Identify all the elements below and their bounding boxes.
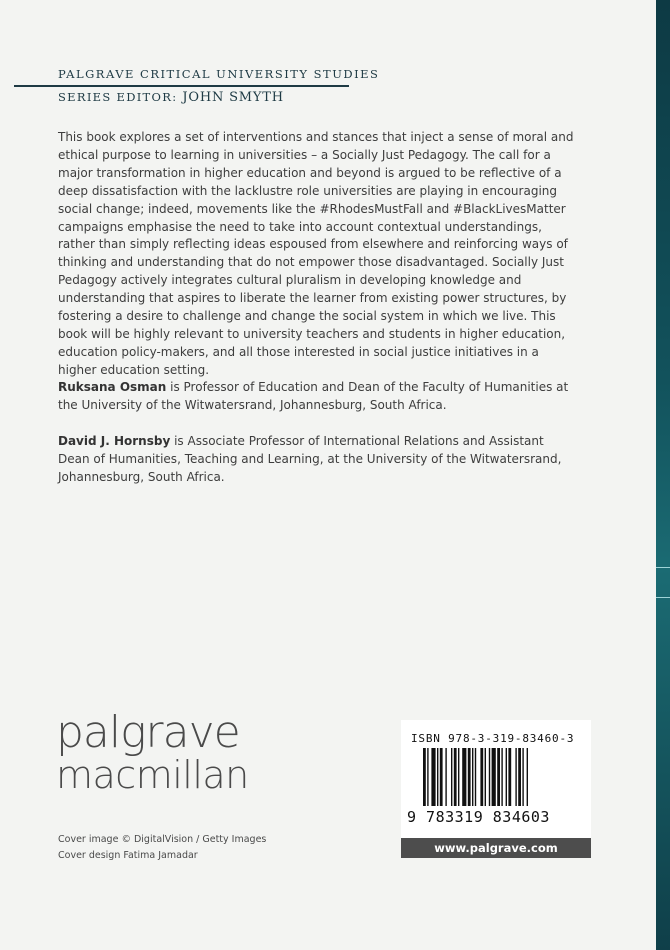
barcode-bar <box>423 748 426 806</box>
publisher-website: www.palgrave.com <box>401 838 591 858</box>
book-description: This book explores a set of interventions and stances that inject a sense of moral and ethical purpose to learning in universities – a Socially Just Pedagogy. The call for a major transformation in higher education and beyond is argued to be reflective of a deep dissatisfaction with the lacklustre role universities are playing in encouraging social change; indeed, movements like the #RhodesMustFall and #BlackLivesMatter campaigns emphasise the need to take into account contextual understandings, rather than simply reflecting ideas espoused from elsewhere and reinforcing ways of thinking and understanding that do not empower those disadvantaged. Socially Just Pedagogy actively integrates cultural pluralism in developing knowledge and understanding that aspires to liberate the learner from existing power structures, by fostering a desire to challenge and change the social system in which we live. This book will be highly relevant to university teachers and students in higher education, education policy-makers, and all those interested in social justice initiatives in a higher education setting. <box>58 130 574 377</box>
author-bio <box>58 433 578 487</box>
isbn-barcode <box>401 720 591 838</box>
publisher-logo-line1: palgrave <box>56 707 240 758</box>
barcode-bars <box>423 748 573 806</box>
author-bio-text: is Professor of Education and Dean of the Faculty of Humanities at the University of the Witwatersrand, Johannesburg, South Africa. <box>58 380 569 412</box>
barcode-bar <box>475 748 476 806</box>
barcode-bar <box>522 748 523 806</box>
series-editor-prefix: SERIES EDITOR: <box>58 90 178 104</box>
author-bio <box>58 379 578 415</box>
barcode-bar <box>440 748 443 806</box>
barcode-bar <box>508 748 511 806</box>
barcode-bar <box>485 748 486 806</box>
author-name: David J. Hornsby <box>58 434 171 448</box>
series-editor <box>58 90 284 105</box>
barcode-bar <box>472 748 473 806</box>
series-divider <box>14 85 349 87</box>
cover-design-credit: Cover design Fatima Jamadar <box>58 850 198 861</box>
spine-highlight <box>656 597 670 598</box>
author-name: Ruksana Osman <box>58 380 167 394</box>
author-bio-text: is Associate Professor of International Relations and Assistant Dean of Humanities, Teaching and Learning, at the University of the Witwatersrand, Johannesburg, South Africa. <box>58 434 562 484</box>
barcode-bar <box>451 748 452 806</box>
series-title: PALGRAVE CRITICAL UNIVERSITY STUDIES <box>58 67 380 81</box>
series-editor-name: JOHN SMYTH <box>182 90 284 105</box>
barcode-bar <box>480 748 483 806</box>
publisher-logo <box>56 707 249 797</box>
barcode-digits: 9 783319 834603 <box>407 808 550 826</box>
barcode-bar <box>468 748 471 806</box>
barcode-bar <box>515 748 516 806</box>
barcode-bar <box>454 748 457 806</box>
barcode-bar <box>506 748 507 806</box>
barcode-bar <box>527 748 528 806</box>
barcode-bar <box>501 748 502 806</box>
barcode-bar <box>445 748 446 806</box>
cover-credits <box>58 832 266 864</box>
publisher-logo-line2: macmillan <box>56 753 249 797</box>
isbn-label: ISBN 978-3-319-83460-3 <box>411 732 575 745</box>
barcode-bar <box>431 748 435 806</box>
barcode-bar <box>458 748 459 806</box>
barcode-bar <box>462 748 466 806</box>
barcode-bar <box>492 748 496 806</box>
barcode-bar <box>427 748 428 806</box>
barcode-bar <box>497 748 500 806</box>
spine-edge <box>656 0 670 950</box>
barcode-bar <box>518 748 521 806</box>
barcode-bar <box>489 748 490 806</box>
barcode-bar <box>437 748 438 806</box>
spine-highlight <box>656 567 670 568</box>
cover-image-credit: Cover image © DigitalVision / Getty Images <box>58 834 267 845</box>
